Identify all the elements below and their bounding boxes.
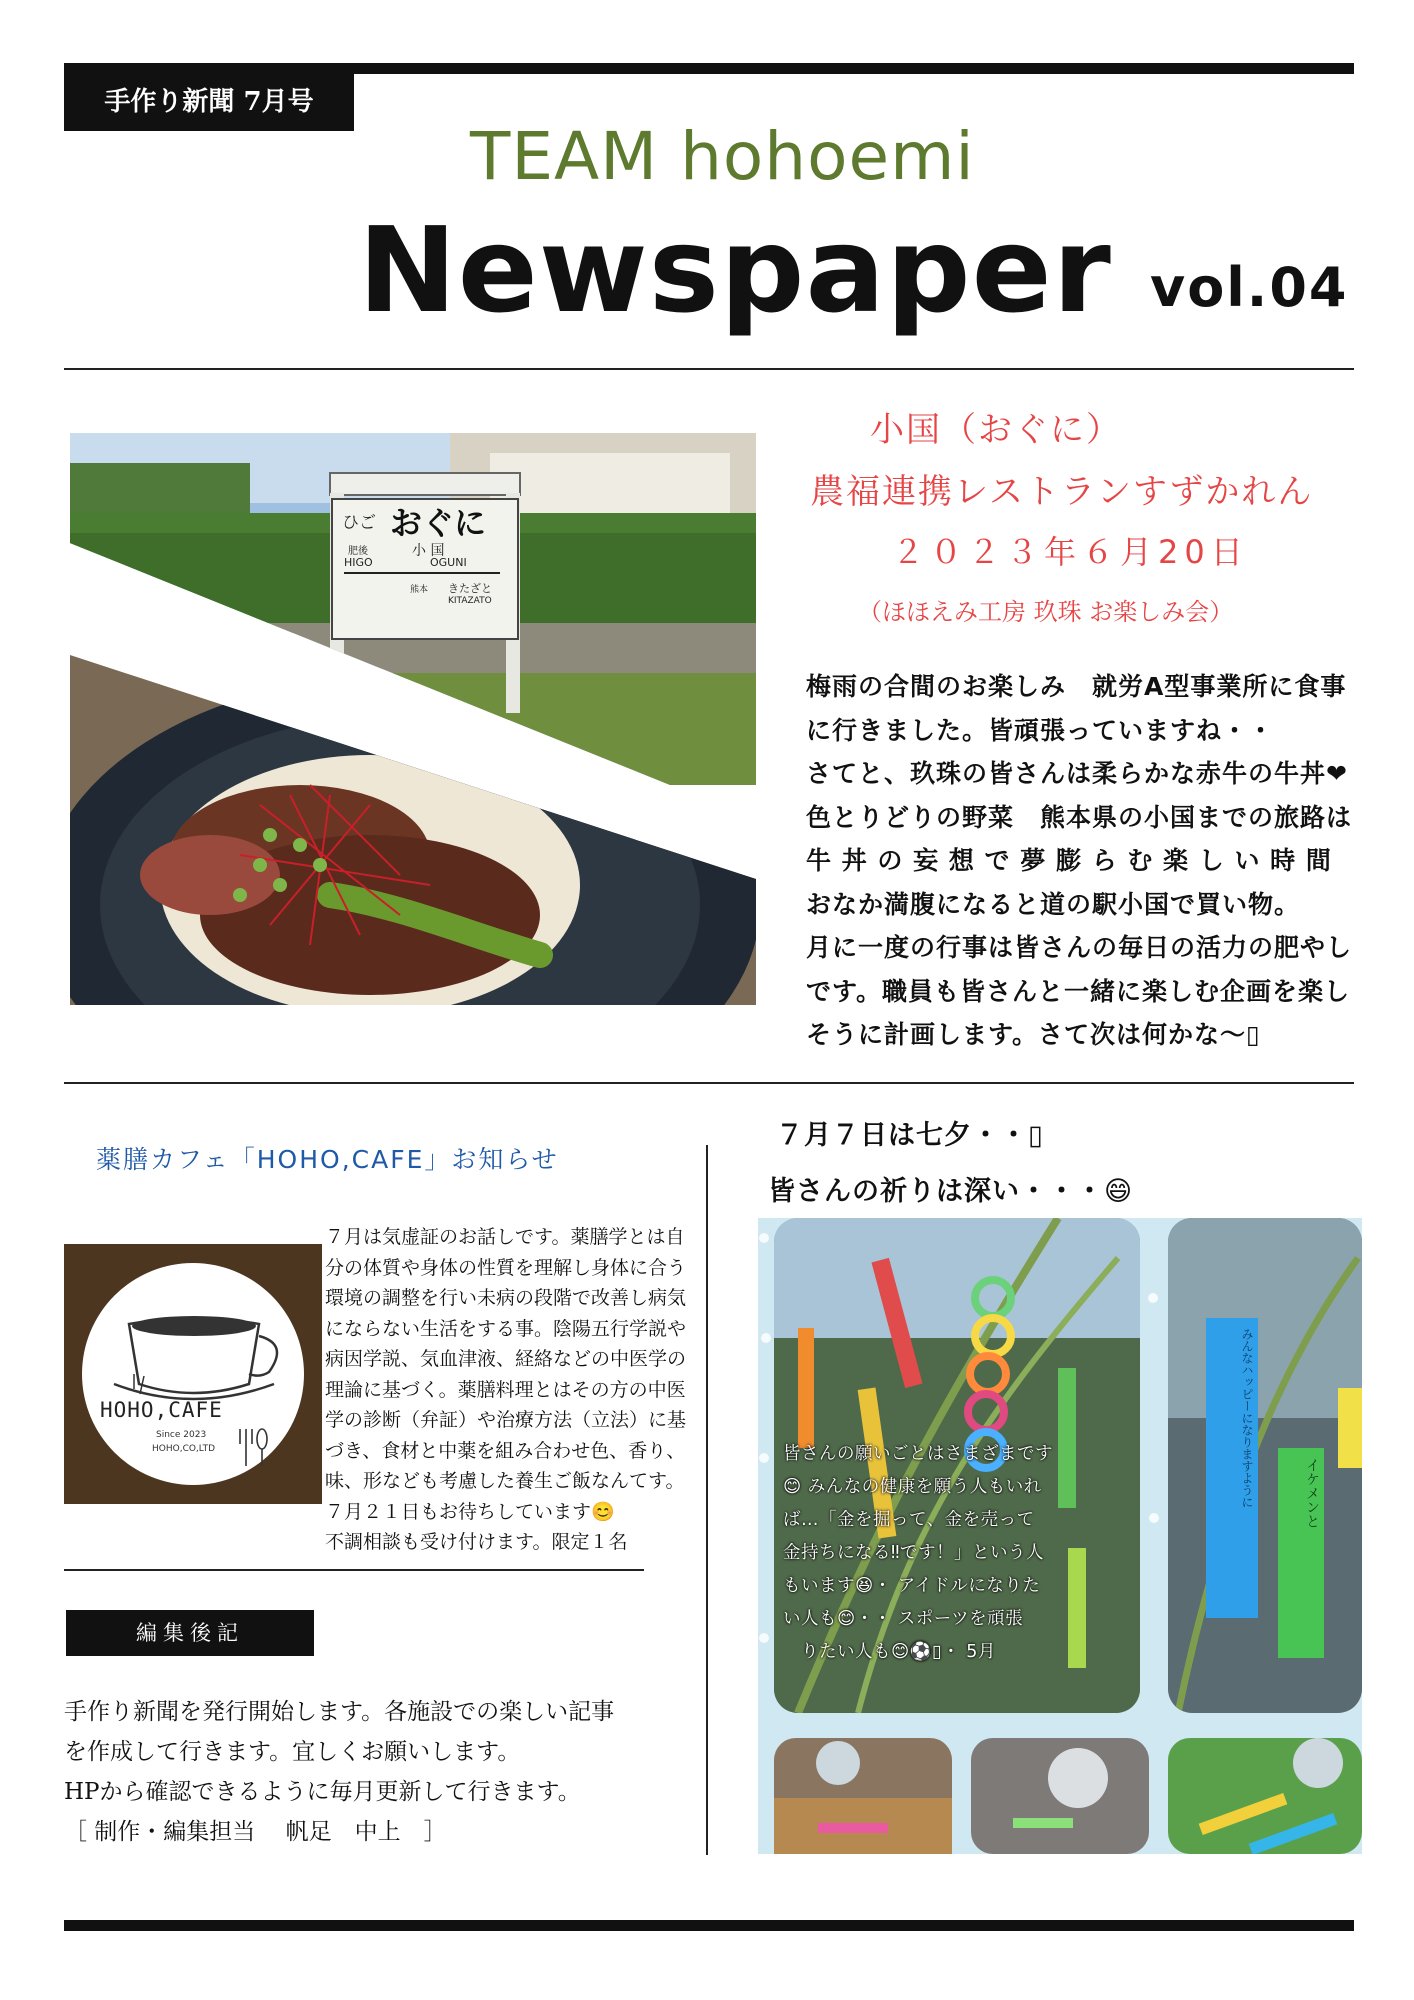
editor-body-line: HPから確認できるように毎月更新して行きます。 [64, 1779, 581, 1805]
cafe-divider [64, 1569, 644, 1571]
feature-body-line: 牛 丼 の 妄 想 で 夢 膨 ら む 楽 し い 時 間 [806, 846, 1332, 875]
sign-kanji-text: 小 国 [412, 543, 445, 559]
feature-title-line1: 小国（おぐに） [870, 410, 1122, 450]
feature-body-line: に行きました。皆頑張っていますね・・ [806, 715, 1275, 745]
cafe-logo [64, 1244, 322, 1504]
feature-title-line2: 農福連携レストランすずかれん [810, 472, 1314, 512]
cafe-body-line: づき、食材と中薬を組み合わせ色、香り、 [325, 1439, 686, 1462]
overlay-line: 金持ちになる‼です！」という人 [783, 1543, 1044, 1563]
cafe-body [325, 1222, 697, 1558]
overlay-line: 😊 みんなの健康を願う人もいれ [783, 1477, 1042, 1497]
feature-body-line: 色とりどりの野菜 熊本県の小国までの旅路は [806, 802, 1353, 832]
feature-body [806, 665, 1376, 1057]
volume-number: vol.04 [1150, 256, 1349, 319]
sign-prefecture-text: 肥後 [348, 546, 368, 557]
feature-body-line: 梅雨の合間のお楽しみ 就労A型事業所に食事 [806, 672, 1347, 701]
sign-next-roman: KITAZATO [448, 596, 492, 606]
feature-subtitle: （ほほえみ工房 玖珠 お楽しみ会） [858, 598, 1234, 626]
feature-body-line: です。職員も皆さんと一緒に楽しむ企画を楽し [806, 976, 1351, 1006]
overlay-line: りたい人も😊⚽▯・ 5月 [783, 1642, 996, 1662]
tag-text-1: みんなハッピーになりますように [1240, 1328, 1254, 1508]
cafe-body-line: 分の体質や身体の性質を理解し身体に合う [325, 1256, 687, 1279]
logo-since: Since 2023 [156, 1430, 207, 1440]
sign-roman-right: OGUNI [430, 556, 467, 569]
cafe-body-line: 病因学説、気血津液、経絡などの中医学の [325, 1348, 687, 1370]
tag-text-2: イケメンと [1304, 1458, 1320, 1528]
mid-divider [64, 1082, 1354, 1084]
editor-body-line: を作成して行きます。宜しくお願いします。 [64, 1739, 521, 1765]
sign-roman-left: HIGO [344, 556, 373, 569]
feature-body-line: 月に一度の行事は皆さんの毎日の活力の肥やし [806, 933, 1353, 962]
column-divider [706, 1145, 708, 1855]
coffee-cup-icon [64, 1244, 322, 1504]
editor-tag: 編集後記 [66, 1610, 314, 1656]
tanabata-heading-line2: 皆さんの祈りは深い・・・😄 [768, 1176, 1134, 1207]
issue-tag: 手作り新聞 7月号 [64, 73, 354, 131]
sign-next-right: きたざと [448, 582, 492, 595]
tanabata-heading-line1: ７月７日は七夕・・▯ [776, 1120, 1044, 1151]
logo-name: HOHO,CAFE [100, 1398, 223, 1422]
bottom-rule [64, 1920, 1354, 1931]
logo-company: HOHO,CO,LTD [152, 1444, 215, 1454]
header-divider [64, 368, 1354, 370]
feature-body-line: さてと、玖珠の皆さんは柔らかな赤牛の牛丼❤ [806, 759, 1348, 788]
beef-bowl-photo [70, 655, 756, 1005]
cafe-body-line: 不調相談も受け付けます。限定１名 [325, 1531, 628, 1553]
cafe-body-line: ７月は気虚証のお話しです。薬膳学とは自 [325, 1226, 685, 1248]
team-name: TEAM hohoemi [470, 118, 975, 195]
cafe-body-line: 理論に基づく。薬膳料理とはその方の中医 [325, 1378, 686, 1401]
feature-body-line: おなか満腹になると道の駅小国で買い物。 [806, 889, 1301, 919]
overlay-line: もいます😆・ アイドルになりた [783, 1576, 1041, 1596]
overlay-line: 皆さんの願いごとはさまざまです [783, 1444, 1053, 1464]
cafe-title: 薬膳カフェ「HOHO,CAFE」お知らせ [96, 1145, 559, 1174]
cafe-body-line: 学の診断（弁証）や治療方法（立法）に基 [325, 1409, 687, 1431]
cafe-body-line: ７月２１日もお待ちしています😊 [325, 1500, 615, 1523]
editor-body-line: 手作り新聞を発行開始します。各施設での楽しい記事 [64, 1699, 615, 1725]
masthead-title: Newspaper [358, 201, 1112, 339]
editor-body [64, 1692, 684, 1852]
sign-next-left: 熊本 [410, 585, 429, 595]
feature-body-line: そうに計画します。さて次は何かな〜▯ [806, 1020, 1261, 1049]
feature-date: ２０２３年６月20日 [892, 533, 1249, 571]
sign-main-text: おぐに [390, 504, 487, 542]
overlay-line: い人も😊・・ スポーツを頑張 [783, 1609, 1024, 1629]
tanabata-overlay-text [783, 1438, 1123, 1669]
sign-arrow-line [344, 572, 500, 574]
cafe-body-line: 環境の調整を行い未病の段階で改善し病気 [325, 1287, 687, 1309]
cafe-body-line: にならない生活をする事。陰陽五行学説や [325, 1317, 687, 1340]
tanabata-heading [768, 1108, 1133, 1220]
editor-body-line: ［ 制作・編集担当 帆足 中上 ］ [64, 1819, 447, 1845]
cafe-body-line: 味、形なども考慮した養生ご飯なんてす。 [325, 1470, 685, 1492]
sign-small-text: ひご [342, 513, 376, 533]
overlay-line: ば…「金を掘って、金を売って [783, 1510, 1035, 1530]
